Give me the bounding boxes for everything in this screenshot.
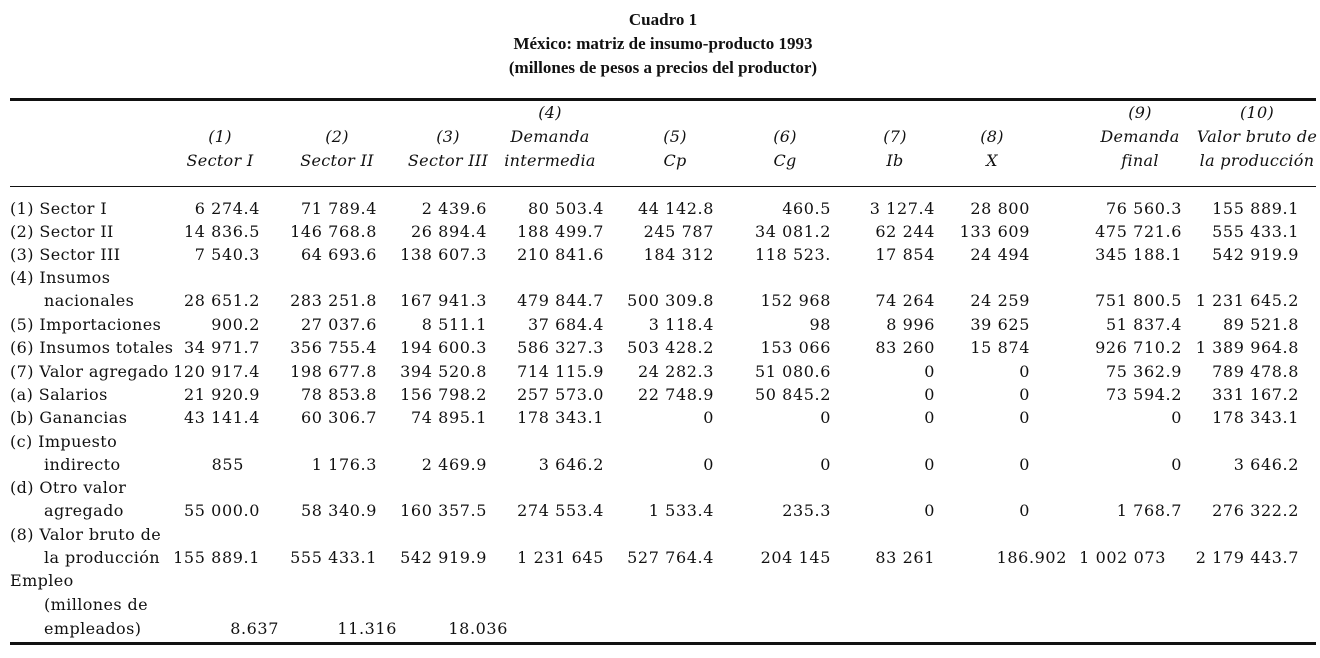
table-cell: 75 362.9 <box>1105 362 1182 381</box>
table-cell: 6 274.4 <box>194 199 260 218</box>
table-cell: 0 <box>703 455 714 474</box>
table-cell: 0 <box>820 455 831 474</box>
table-cell: 15 874 <box>970 338 1030 357</box>
table-cell: 188 499.7 <box>517 222 604 241</box>
table-cell: 89 521.8 <box>1222 315 1299 334</box>
table-cell: 153 066 <box>760 338 831 357</box>
col-9-label-line2: final <box>1121 151 1159 170</box>
col-10-number: (10) <box>1239 103 1275 122</box>
col-5-label: Cp <box>663 151 687 170</box>
table-cell: 3 646.2 <box>538 455 604 474</box>
table-cell: 0 <box>924 455 935 474</box>
table-cell: 80 503.4 <box>527 199 604 218</box>
table-cell: 138 607.3 <box>400 245 487 264</box>
table-cell: 1 389 964.8 <box>1195 338 1299 357</box>
table-cell: 1 231 645.2 <box>1195 291 1299 310</box>
table-cell: 78 853.8 <box>300 385 377 404</box>
col-3-label: Sector III <box>407 151 489 170</box>
col-9-label: Demanda <box>1100 127 1180 146</box>
table-cell: 14 836.5 <box>183 222 260 241</box>
table-cell: 71 789.4 <box>300 199 377 218</box>
table-cell: 120 917.4 <box>173 362 260 381</box>
table-cell: 184 312 <box>643 245 714 264</box>
col-4-label: Demanda <box>510 127 590 146</box>
table-cell: 204 145 <box>760 548 831 567</box>
table-cell: 98 <box>809 315 831 334</box>
table-cell: 55 000.0 <box>183 501 260 520</box>
employment-label: Empleo <box>10 571 74 590</box>
table-cell: 257 573.0 <box>517 385 604 404</box>
table-cell: 155 889.1 <box>1212 199 1299 218</box>
col-10-label-line2: la producción <box>1199 151 1315 170</box>
table-cell: 58 340.9 <box>300 501 377 520</box>
employment-value: 18.036 <box>448 619 508 638</box>
row-label-impuesto-indirecto-line2: indirecto <box>44 455 121 474</box>
table-cell: 855 <box>211 455 244 474</box>
col-6-label: Cg <box>773 151 797 170</box>
table-cell: 28 651.2 <box>183 291 260 310</box>
table-cell: 27 037.6 <box>300 315 377 334</box>
table-cell: 1 231 645 <box>517 548 604 567</box>
table-cell: 26 894.4 <box>410 222 487 241</box>
table-cell: 555 433.1 <box>290 548 377 567</box>
table-cell: 345 188.1 <box>1095 245 1182 264</box>
table-cell: 43 141.4 <box>183 408 260 427</box>
top-rule <box>10 98 1316 101</box>
table-cell: 156 798.2 <box>400 385 487 404</box>
table-cell: 194 600.3 <box>400 338 487 357</box>
col-4-label-line2: intermedia <box>504 151 596 170</box>
row-label-valor-bruto-produccion-line2: la producción <box>44 548 160 567</box>
table-cell: 2 439.6 <box>421 199 487 218</box>
table-cell: 0 <box>924 408 935 427</box>
table-cell: 146 768.8 <box>290 222 377 241</box>
table-cell: 274 553.4 <box>517 501 604 520</box>
table-cell: 64 693.6 <box>300 245 377 264</box>
row-label-ganancias: (b) Ganancias <box>10 408 128 427</box>
table-cell: 76 560.3 <box>1105 199 1182 218</box>
table-cell: 22 748.9 <box>637 385 714 404</box>
table-cell: 1 768.7 <box>1116 501 1182 520</box>
col-3-number: (3) <box>436 127 460 146</box>
table-caption: Cuadro 1 <box>628 10 698 29</box>
col-6-number: (6) <box>773 127 797 146</box>
table-cell: 39 625 <box>970 315 1030 334</box>
row-label-salarios: (a) Salarios <box>10 385 108 404</box>
table-cell: 8 511.1 <box>421 315 487 334</box>
table-cell: 714 115.9 <box>517 362 604 381</box>
table-cell: 500 309.8 <box>627 291 714 310</box>
col-7-number: (7) <box>883 127 907 146</box>
row-label-impuesto-indirecto: (c) Impuesto <box>10 432 118 451</box>
table-cell: 0 <box>1019 501 1030 520</box>
table-cell: 527 764.4 <box>627 548 714 567</box>
table-cell: 51 837.4 <box>1105 315 1182 334</box>
table-cell: 133 609 <box>959 222 1030 241</box>
table-cell: 3 118.4 <box>648 315 714 334</box>
table-cell: 1 176.3 <box>311 455 377 474</box>
table-cell: 7 540.3 <box>194 245 260 264</box>
table-cell: 8 996 <box>886 315 935 334</box>
table-cell: 542 919.9 <box>400 548 487 567</box>
table-cell: 210 841.6 <box>517 245 604 264</box>
table-cell: 118 523. <box>754 245 831 264</box>
table-cell: 178 343.1 <box>517 408 604 427</box>
row-label-sector-1: (1) Sector I <box>10 199 108 218</box>
col-8-label: X <box>986 151 998 170</box>
row-label-otro-valor-agregado: (d) Otro valor <box>10 478 127 497</box>
table-cell: 2 469.9 <box>421 455 487 474</box>
table-cell: 394 520.8 <box>400 362 487 381</box>
table-cell: 0 <box>1019 385 1030 404</box>
table-cell: 51 080.6 <box>754 362 831 381</box>
table-cell: 152 968 <box>760 291 831 310</box>
table-cell: 0 <box>1171 455 1182 474</box>
table-cell: 0 <box>924 385 935 404</box>
row-label-otro-valor-agregado-line2: agregado <box>44 501 124 520</box>
table-cell: 331 167.2 <box>1212 385 1299 404</box>
col-2-number: (2) <box>325 127 349 146</box>
table-cell: 503 428.2 <box>627 338 714 357</box>
table-cell: 542 919.9 <box>1212 245 1299 264</box>
table-cell: 34 081.2 <box>754 222 831 241</box>
employment-label-line3: empleados) <box>44 619 142 638</box>
row-label-insumos-nacionales-line2: nacionales <box>44 291 135 310</box>
table-cell: 460.5 <box>782 199 831 218</box>
table-cell: 586 327.3 <box>517 338 604 357</box>
table-cell: 0 <box>924 501 935 520</box>
table-cell: 167 941.3 <box>400 291 487 310</box>
table-cell: 3 127.4 <box>869 199 935 218</box>
table-cell: 60 306.7 <box>300 408 377 427</box>
table-cell: 0 <box>924 362 935 381</box>
table-cell: 789 478.8 <box>1212 362 1299 381</box>
table-cell: 24 282.3 <box>637 362 714 381</box>
table-cell: 21 920.9 <box>183 385 260 404</box>
table-cell: 283 251.8 <box>290 291 377 310</box>
row-label-importaciones: (5) Importaciones <box>10 315 162 334</box>
table-cell: 0 <box>820 408 831 427</box>
employment-value: 8.637 <box>230 619 279 638</box>
table-cell: 2 179 443.7 <box>1195 548 1299 567</box>
table-cell: 235.3 <box>782 501 831 520</box>
table-cell: 1 533.4 <box>648 501 714 520</box>
col-2-label: Sector II <box>300 151 374 170</box>
table-cell: 0 <box>1171 408 1182 427</box>
col-10-label: Valor bruto de <box>1196 127 1318 146</box>
table-cell: 0 <box>1019 455 1030 474</box>
row-label-insumos-nacionales: (4) Insumos <box>10 268 111 287</box>
table-cell: 0 <box>703 408 714 427</box>
table-cell: 900.2 <box>211 315 260 334</box>
table-cell: 479 844.7 <box>517 291 604 310</box>
col-8-number: (8) <box>980 127 1004 146</box>
table-cell: 74 264 <box>875 291 935 310</box>
table-cell: 83 261 <box>875 548 935 567</box>
table-cell: 37 684.4 <box>527 315 604 334</box>
table-cell: 1 002 073 <box>1079 548 1166 567</box>
row-label-valor-bruto-produccion: (8) Valor bruto de <box>10 525 162 544</box>
bottom-rule <box>10 642 1316 645</box>
row-label-sector-3: (3) Sector III <box>10 245 121 264</box>
table-cell: 17 854 <box>875 245 935 264</box>
table-cell: 245 787 <box>643 222 714 241</box>
table-cell: 178 343.1 <box>1212 408 1299 427</box>
table-cell: 50 845.2 <box>754 385 831 404</box>
table-cell: 356 755.4 <box>290 338 377 357</box>
header-rule <box>10 186 1316 187</box>
table-cell: 3 646.2 <box>1233 455 1299 474</box>
table-cell: 74 895.1 <box>410 408 487 427</box>
table-cell: 34 971.7 <box>183 338 260 357</box>
table-cell: 276 322.2 <box>1212 501 1299 520</box>
table-cell: 751 800.5 <box>1095 291 1182 310</box>
employment-label-line2: (millones de <box>44 595 148 614</box>
employment-value: 11.316 <box>337 619 397 638</box>
row-label-sector-2: (2) Sector II <box>10 222 114 241</box>
table-cell: 198 677.8 <box>290 362 377 381</box>
table-cell: 475 721.6 <box>1095 222 1182 241</box>
table-cell: 44 142.8 <box>637 199 714 218</box>
table-cell: 73 594.2 <box>1105 385 1182 404</box>
col-9-number: (9) <box>1128 103 1152 122</box>
table-cell: 0 <box>1019 362 1030 381</box>
table-cell: 62 244 <box>875 222 935 241</box>
table-cell: 926 710.2 <box>1095 338 1182 357</box>
col-1-number: (1) <box>208 127 232 146</box>
row-label-valor-agregado: (7) Valor agregado <box>10 362 169 381</box>
table-cell: 0 <box>1019 408 1030 427</box>
table-cell: 155 889.1 <box>173 548 260 567</box>
row-label-insumos-totales: (6) Insumos totales <box>10 338 174 357</box>
table-cell: 28 800 <box>970 199 1030 218</box>
table-subtitle: (millones de pesos a precios del productor) <box>508 58 818 77</box>
table-title: México: matriz de insumo-producto 1993 <box>513 34 813 53</box>
col-4-number: (4) <box>538 103 562 122</box>
table-cell: 160 357.5 <box>400 501 487 520</box>
table-cell: 186.902 <box>996 548 1067 567</box>
table-cell: 83 260 <box>875 338 935 357</box>
col-1-label: Sector I <box>186 151 254 170</box>
col-5-number: (5) <box>663 127 687 146</box>
table-cell: 555 433.1 <box>1212 222 1299 241</box>
table-cell: 24 494 <box>970 245 1030 264</box>
table-cell: 24 259 <box>970 291 1030 310</box>
col-7-label: Ib <box>886 151 904 170</box>
